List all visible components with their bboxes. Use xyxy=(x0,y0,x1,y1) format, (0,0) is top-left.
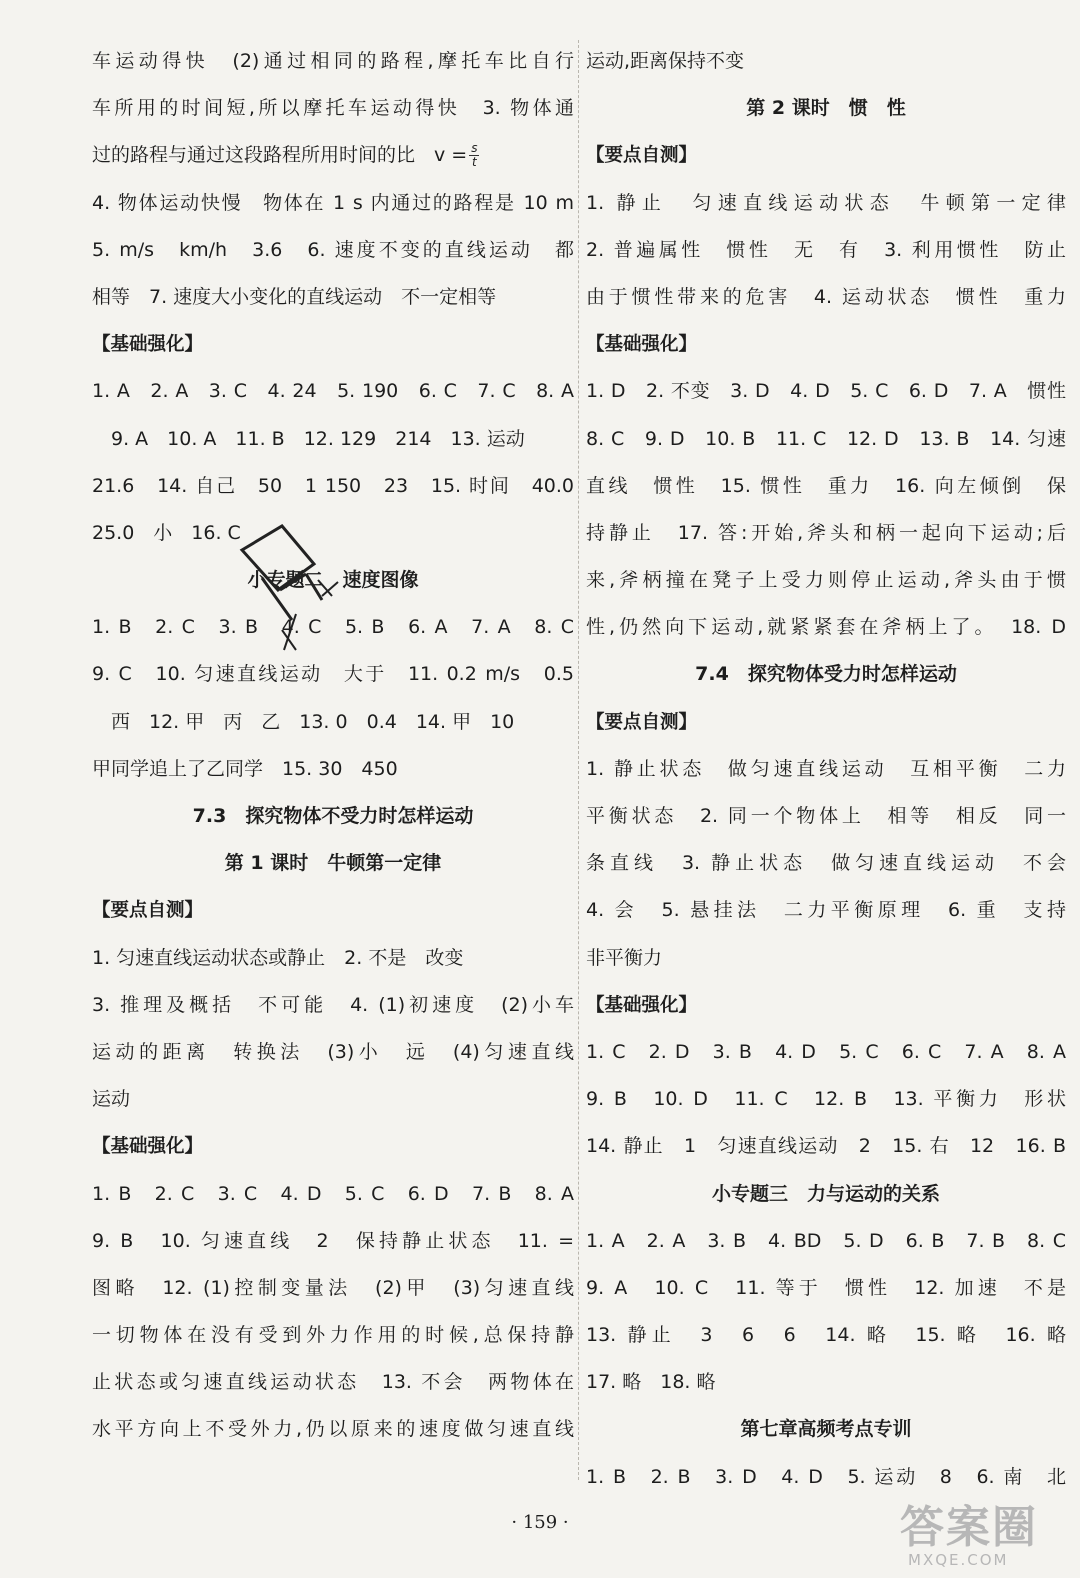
watermark-chars: 答案圈 xyxy=(900,1502,1038,1553)
fraction-denominator: t xyxy=(471,155,477,170)
line-text: 【要点自测】 xyxy=(586,711,698,733)
answer-line xyxy=(586,1312,1066,1359)
line-text: 小专题二 速度图像 xyxy=(247,569,419,592)
answer-line xyxy=(586,1029,1066,1076)
section-heading xyxy=(586,699,1066,746)
line-text: 2. 普遍属性 惯性 无 有 3. 利用惯性 防止 xyxy=(586,238,1066,261)
line-text: 来,斧柄撞在凳子上受力则停止运动,斧头由于惯 xyxy=(586,569,1066,592)
answer-line xyxy=(92,982,574,1029)
answer-line xyxy=(586,1076,1066,1123)
line-text: 【基础强化】 xyxy=(586,334,698,356)
line-text: 车运动得快 (2)通过相同的路程,摩托车比自行 xyxy=(92,50,574,72)
answer-line xyxy=(92,1076,574,1123)
answer-line xyxy=(92,935,574,982)
answer-line xyxy=(92,1218,574,1265)
line-text: 图略 12. (1)控制变量法 (2)甲 (3)匀速直线 xyxy=(92,1276,574,1299)
answer-line xyxy=(586,180,1066,227)
answer-line xyxy=(92,1312,574,1359)
line-text: 相等 7. 速度大小变化的直线运动 不一定相等 xyxy=(92,285,497,308)
line-text: 17. 略 18. 略 xyxy=(586,1371,716,1394)
answer-line xyxy=(586,510,1066,557)
right-column xyxy=(586,38,1066,1501)
section-title xyxy=(586,1171,1066,1218)
line-text: 小专题三 力与运动的关系 xyxy=(711,1182,940,1205)
answer-line xyxy=(586,935,1066,982)
line-text: 运动的距离 转换法 (3)小 远 (4)匀速直线 xyxy=(92,1040,574,1063)
answer-line xyxy=(586,793,1066,840)
answer-line xyxy=(92,1359,574,1406)
line-text: 9. A 10. A 11. B 12. 129 214 13. 运动 xyxy=(92,427,525,450)
answer-line xyxy=(92,1171,574,1218)
answer-line xyxy=(586,557,1066,604)
page-number: · 159 · xyxy=(511,1512,569,1533)
answer-line xyxy=(92,1029,574,1076)
answer-line xyxy=(586,463,1066,510)
answer-line xyxy=(92,368,574,415)
answer-line xyxy=(586,368,1066,415)
line-text: 甲同学追上了乙同学 15. 30 450 xyxy=(92,757,398,780)
left-column xyxy=(92,38,574,1454)
line-text: 25.0 小 16. C xyxy=(92,521,241,544)
line-text: 止状态或匀速直线运动状态 13. 不会 两物体在 xyxy=(92,1371,574,1394)
line-text: 7.4 探究物体受力时怎样运动 xyxy=(695,663,957,686)
line-text: 西 12. 甲 丙 乙 13. 0 0.4 14. 甲 10 xyxy=(92,710,515,733)
line-text: 第 2 课时 惯 性 xyxy=(746,97,906,120)
answer-line xyxy=(92,274,574,321)
line-text: 过的路程与通过这段路程所用时间的比 v = xyxy=(92,144,468,167)
line-text: 平衡状态 2. 同一个物体上 相等 相反 同一 xyxy=(586,805,1066,827)
section-title xyxy=(92,840,574,887)
section-heading xyxy=(586,132,1066,179)
line-text: 【要点自测】 xyxy=(586,145,698,167)
section-heading xyxy=(586,321,1066,368)
answer-line xyxy=(586,604,1066,651)
line-text: 由于惯性带来的危害 4. 运动状态 惯性 重力 xyxy=(586,285,1066,308)
line-text: 4. 物体运动快慢 物体在 1 s 内通过的路程是 10 m xyxy=(92,191,574,214)
answer-line xyxy=(586,274,1066,321)
watermark-url: MXQE.COM xyxy=(908,1551,1009,1569)
line-text: 1. B 2. B 3. D 4. D 5. 运动 8 6. 南 北 xyxy=(586,1465,1066,1488)
line-text: 一切物体在没有受到外力作用的时候,总保持静 xyxy=(92,1324,574,1347)
section-title xyxy=(92,793,574,840)
line-text: 第 1 课时 牛顿第一定律 xyxy=(224,852,442,875)
line-text: 9. B 10. 匀速直线 2 保持静止状态 11. = xyxy=(92,1229,574,1252)
line-text: 1. B 2. C 3. B 4. C 5. B 6. A 7. A 8. C xyxy=(92,616,574,639)
answer-line xyxy=(92,1265,574,1312)
answer-line xyxy=(586,1359,1066,1406)
column-divider xyxy=(578,40,579,1480)
answer-line xyxy=(586,1454,1066,1501)
answer-line xyxy=(586,227,1066,274)
section-heading xyxy=(92,321,574,368)
speed-formula-fraction xyxy=(469,142,479,169)
line-text: 持静止 17. 答:开始,斧头和柄一起向下运动;后 xyxy=(586,521,1066,544)
line-text: 水平方向上不受外力,仍以原来的速度做匀速直线 xyxy=(92,1418,574,1441)
fraction-numerator: s xyxy=(471,141,478,156)
answer-line xyxy=(92,38,574,85)
answer-line xyxy=(92,85,574,132)
line-text: 【基础强化】 xyxy=(92,334,204,356)
answer-line xyxy=(586,1218,1066,1265)
answer-line xyxy=(92,132,574,179)
answer-line xyxy=(586,746,1066,793)
line-text: 车所用的时间短,所以摩托车运动得快 3. 物体通 xyxy=(92,97,574,120)
line-text: 21.6 14. 自己 50 1 150 23 15. 时间 40.0 xyxy=(92,474,574,497)
line-text: 1. 静止状态 做匀速直线运动 互相平衡 二力 xyxy=(586,757,1066,780)
section-title xyxy=(586,651,1066,698)
line-text: 运动 xyxy=(92,1088,131,1111)
line-text: 8. C 9. D 10. B 11. C 12. D 13. B 14. 匀速 xyxy=(586,427,1066,450)
answer-line xyxy=(586,887,1066,934)
line-text: 1. 静止 匀速直线运动状态 牛顿第一定律 xyxy=(586,191,1066,214)
line-text: 第七章高频考点专训 xyxy=(740,1418,912,1441)
answer-line xyxy=(586,840,1066,887)
line-text: 条直线 3. 静止状态 做匀速直线运动 不会 xyxy=(586,852,1066,875)
answer-line xyxy=(92,227,574,274)
line-text: 非平衡力 xyxy=(586,946,663,969)
section-title xyxy=(586,85,1066,132)
line-text: 【基础强化】 xyxy=(92,1136,204,1158)
answer-line xyxy=(92,1406,574,1453)
watermark-logo xyxy=(900,1502,1070,1575)
line-text: 【要点自测】 xyxy=(92,900,204,922)
line-text: 1. D 2. 不变 3. D 4. D 5. C 6. D 7. A 惯性 xyxy=(586,380,1066,403)
line-text: 1. B 2. C 3. C 4. D 5. C 6. D 7. B 8. A xyxy=(92,1182,574,1205)
line-text: 3. 推理及概括 不可能 4. (1)初速度 (2)小车 xyxy=(92,993,574,1016)
line-text: 【基础强化】 xyxy=(586,994,698,1016)
answer-line xyxy=(92,746,574,793)
line-text: 9. C 10. 匀速直线运动 大于 11. 0.2 m/s 0.5 xyxy=(92,663,574,686)
answer-line xyxy=(586,416,1066,463)
line-text: 14. 静止 1 匀速直线运动 2 15. 右 12 16. B xyxy=(586,1135,1066,1158)
line-text: 7.3 探究物体不受力时怎样运动 xyxy=(192,805,474,827)
line-text: 1. 匀速直线运动状态或静止 2. 不是 改变 xyxy=(92,946,464,969)
line-text: 4. 会 5. 悬挂法 二力平衡原理 6. 重 支持 xyxy=(586,899,1066,922)
line-text: 13. 静止 3 6 6 14. 略 15. 略 16. 略 xyxy=(586,1324,1066,1347)
answer-line xyxy=(586,1265,1066,1312)
line-text: 性,仍然向下运动,就紧紧套在斧柄上了。 18. D xyxy=(586,616,1066,639)
line-text: 1. A 2. A 3. C 4. 24 5. 190 6. C 7. C 8. A xyxy=(92,380,574,403)
line-text: 9. A 10. C 11. 等于 惯性 12. 加速 不是 xyxy=(586,1276,1066,1299)
section-title xyxy=(586,1406,1066,1453)
answer-line xyxy=(586,38,1066,85)
answer-line xyxy=(92,463,574,510)
section-heading xyxy=(92,1123,574,1170)
line-text: 直线 惯性 15. 惯性 重力 16. 向左倾倒 保 xyxy=(586,474,1066,497)
line-text: 5. m/s km/h 3.6 6. 速度不变的直线运动 都 xyxy=(92,238,574,261)
handwritten-mark xyxy=(222,520,352,660)
line-text: 运动,距离保持不变 xyxy=(586,50,745,72)
answer-line xyxy=(92,180,574,227)
section-heading xyxy=(586,982,1066,1029)
section-heading xyxy=(92,887,574,934)
line-text: 9. B 10. D 11. C 12. B 13. 平衡力 形状 xyxy=(586,1088,1066,1111)
line-text: 1. A 2. A 3. B 4. BD 5. D 6. B 7. B 8. C xyxy=(586,1229,1066,1252)
answer-line xyxy=(92,699,574,746)
answer-line xyxy=(92,416,574,463)
answer-line xyxy=(586,1123,1066,1170)
line-text: 1. C 2. D 3. B 4. D 5. C 6. C 7. A 8. A xyxy=(586,1040,1066,1063)
